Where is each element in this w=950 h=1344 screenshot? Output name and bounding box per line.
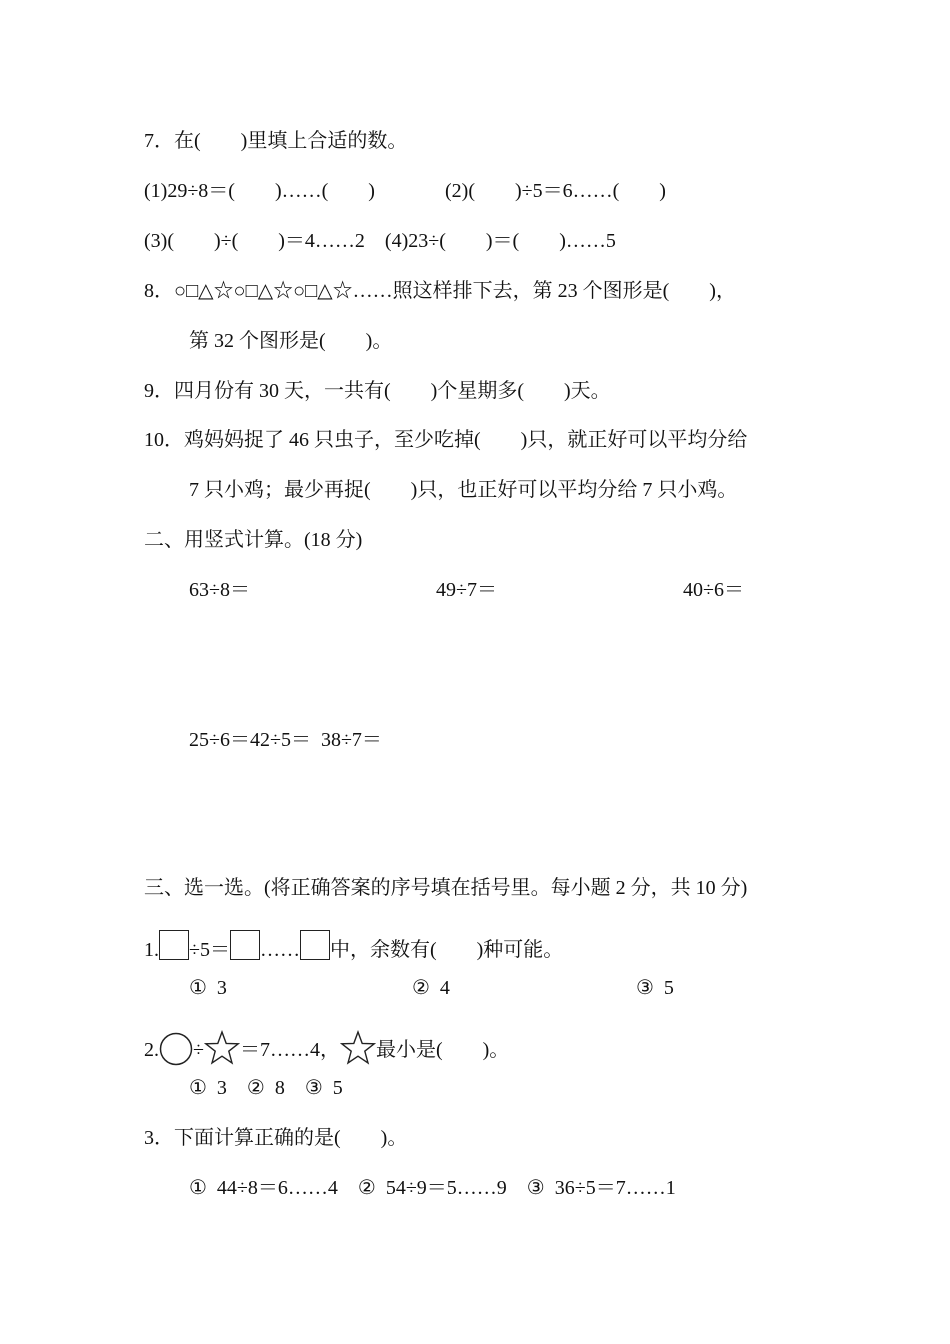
blank-box-quotient xyxy=(230,930,260,960)
s3-q1-suffix: 中，余数有( )种可能。 xyxy=(329,939,564,961)
section3-heading: 三、选一选。(将正确答案的序号填在括号里。每小题 2 分，共 10 分) xyxy=(144,877,748,899)
blank-box-dividend xyxy=(159,930,189,960)
s3-q2-line xyxy=(144,1030,509,1066)
s3-q1-option-2: ② 4 xyxy=(412,977,450,999)
s3-q2-div: ÷ xyxy=(193,1039,204,1061)
star-icon xyxy=(204,1030,240,1066)
circle-icon xyxy=(159,1032,193,1066)
s3-q1-dots: …… xyxy=(259,939,300,961)
calc-2: 49÷7＝ xyxy=(436,579,497,601)
s3-q1-line xyxy=(144,930,563,962)
section2-heading: 二、用竖式计算。(18 分) xyxy=(144,529,363,551)
s3-q3-options: ① 44÷8＝6……4 ② 54÷9＝5……9 ③ 36÷5＝7……1 xyxy=(189,1177,676,1199)
q8-line2: 第 32 个图形是( )。 xyxy=(189,330,393,352)
q9-text: 9．四月份有 30 天，一共有( )个星期多( )天。 xyxy=(144,380,611,402)
s3-q2-eq: ＝7……4， xyxy=(239,1039,340,1061)
q10-line2: 7 只小鸡；最少再捉( )只，也正好可以平均分给 7 只小鸡。 xyxy=(189,479,738,501)
s3-q2-options: ① 3 ② 8 ③ 5 xyxy=(189,1077,343,1099)
s3-q2-suffix: 最小是( )。 xyxy=(375,1039,510,1061)
q7-part1: (1)29÷8＝( )……( ) xyxy=(144,180,375,202)
s3-q1-div: ÷5＝ xyxy=(189,939,230,961)
calc-1: 63÷8＝ xyxy=(189,579,250,601)
q7-part2: (2)( )÷5＝6……( ) xyxy=(445,180,666,202)
s3-q1-option-1: ① 3 xyxy=(189,977,227,999)
s3-q3-title: 3．下面计算正确的是( )。 xyxy=(144,1127,408,1149)
star-icon xyxy=(340,1030,376,1066)
q8-line1: 8．○□△☆○□△☆○□△☆……照这样排下去，第 23 个图形是( )， xyxy=(144,280,736,302)
s3-q2-prefix: 2. xyxy=(144,1039,159,1061)
q10-line1: 10．鸡妈妈捉了 46 只虫子，至少吃掉( )只，就正好可以平均分给 xyxy=(144,429,748,451)
blank-box-remainder xyxy=(300,930,330,960)
s3-q1-prefix: 1. xyxy=(144,939,159,961)
q7-part3-4: (3)( )÷( )＝4……2 (4)23÷( )＝( )……5 xyxy=(144,230,616,252)
calc-row2: 25÷6＝42÷5＝ 38÷7＝ xyxy=(189,729,382,751)
calc-3: 40÷6＝ xyxy=(683,579,744,601)
q7-title: 7．在( )里填上合适的数。 xyxy=(144,130,408,152)
s3-q1-option-3: ③ 5 xyxy=(636,977,674,999)
